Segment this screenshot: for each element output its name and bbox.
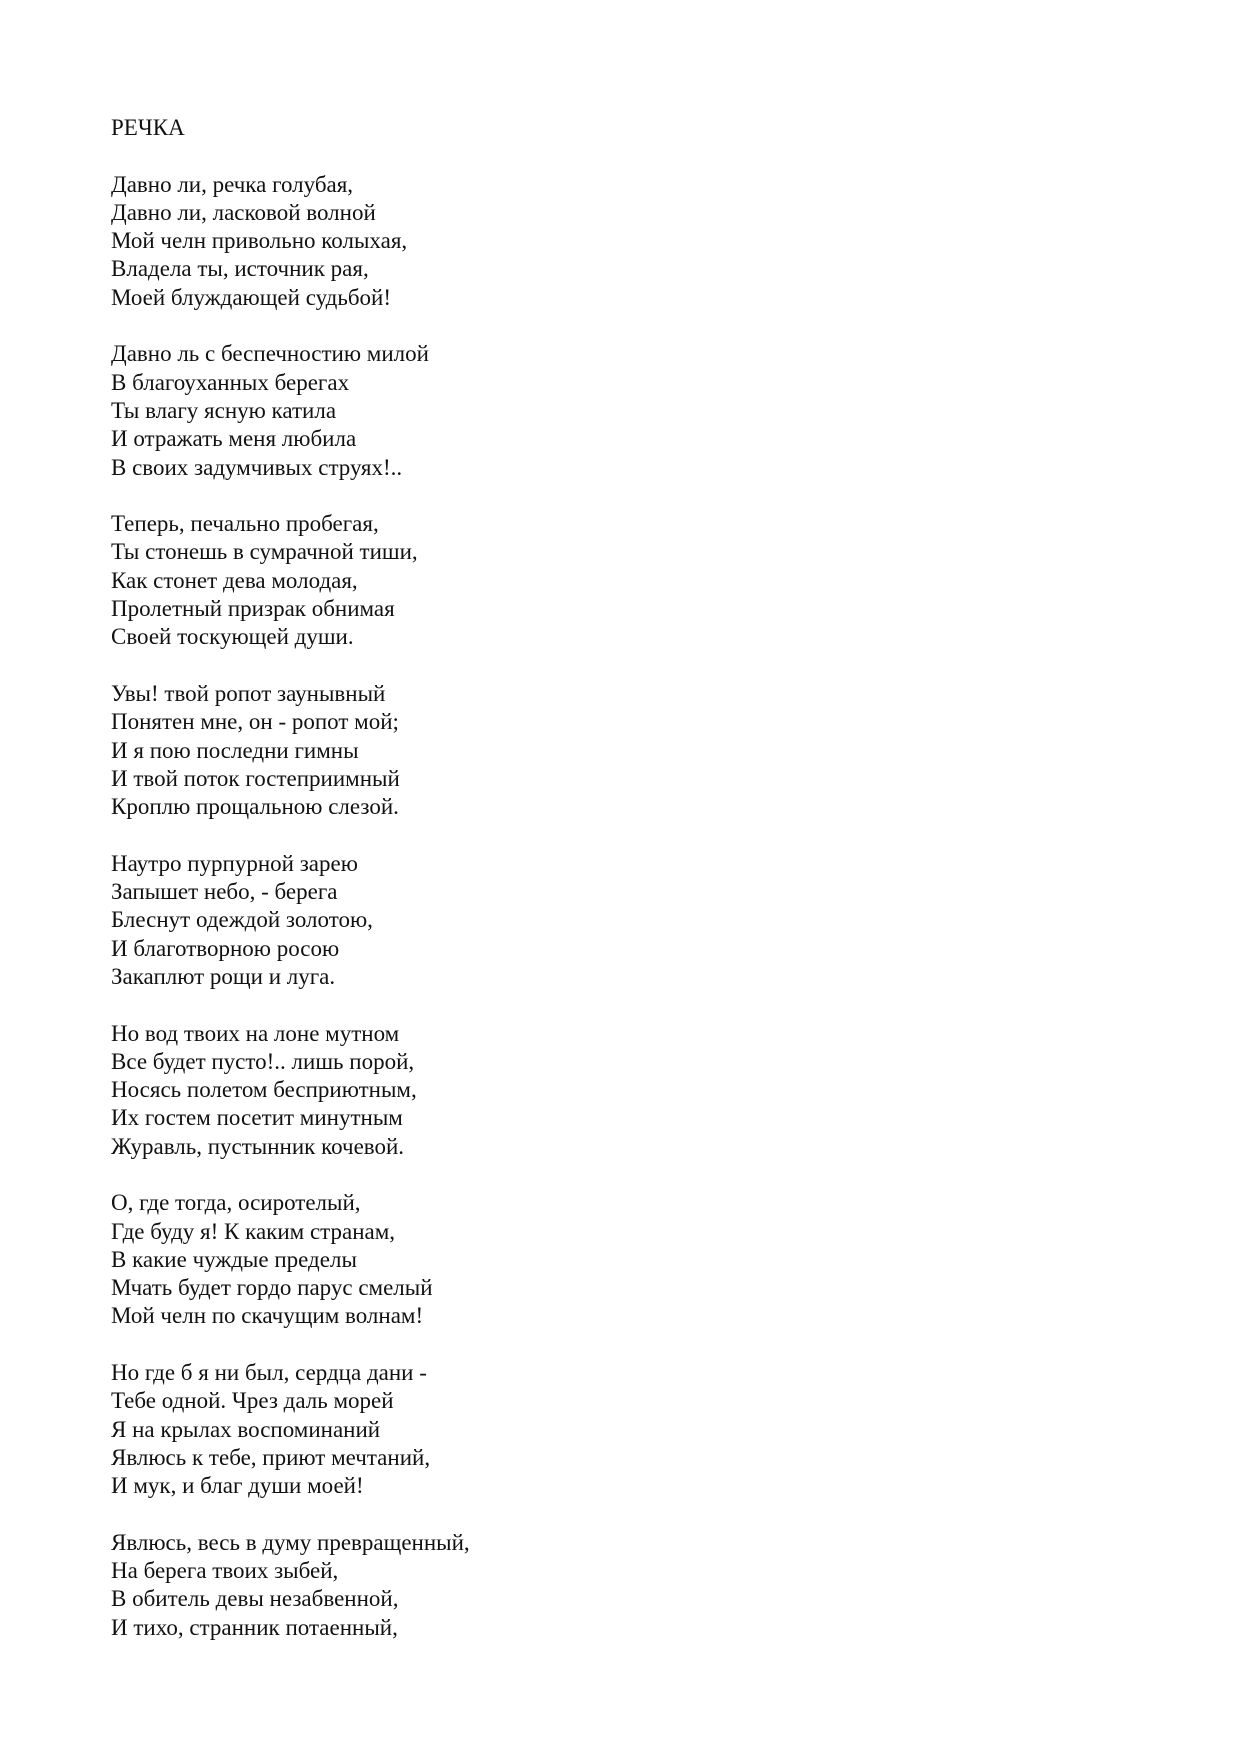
poem-line: Давно ль с беспечностию милой xyxy=(111,341,429,367)
poem-line: Все будет пусто!.. лишь порой, xyxy=(111,1048,415,1074)
poem-line: Я на крылах воспоминаний xyxy=(111,1416,381,1442)
poem-line: На берега твоих зыбей, xyxy=(111,1558,339,1584)
poem-line: Носясь полетом бесприютным, xyxy=(111,1077,417,1103)
poem-body xyxy=(111,171,1011,1642)
stanza xyxy=(111,510,1011,651)
poem-line: В обитель девы незабвенной, xyxy=(111,1586,399,1612)
poem-line: И твой поток гостеприимный xyxy=(111,765,400,791)
poem-line: Тебе одной. Чрез даль морей xyxy=(111,1388,394,1414)
poem-line: И благотворною росою xyxy=(111,935,340,961)
poem-line: Но вод твоих на лоне мутном xyxy=(111,1020,400,1046)
stanza xyxy=(111,1189,1011,1330)
poem-line: В благоуханных берегах xyxy=(111,369,350,395)
poem-line: Ты влагу ясную катила xyxy=(111,397,337,423)
poem-line: И я пою последни гимны xyxy=(111,737,359,763)
poem-line: Наутро пурпурной зарею xyxy=(111,850,358,876)
poem-line: Своей тоскующей души. xyxy=(111,624,354,650)
poem-line: Увы! твой ропот заунывный xyxy=(111,680,386,706)
poem-line: Блеснут одеждой золотою, xyxy=(111,907,373,933)
poem-line: В какие чуждые пределы xyxy=(111,1246,357,1272)
poem-line: Кроплю прощальною слезой. xyxy=(111,794,399,820)
poem-line: Как стонет дева молодая, xyxy=(111,567,358,593)
poem-line: Давно ли, ласковой волной xyxy=(111,199,376,225)
poem-line: Пролетный призрак обнимая xyxy=(111,596,395,622)
poem-title: РЕЧКА xyxy=(111,115,185,140)
poem-line: Ты стонешь в сумрачной тиши, xyxy=(111,539,418,565)
poem-line: Но где б я ни был, сердца дани - xyxy=(111,1360,427,1386)
stanza xyxy=(111,850,1011,991)
poem-line: Закаплют рощи и луга. xyxy=(111,963,336,989)
poem-line: Моей блуждающей судьбой! xyxy=(111,284,392,310)
poem-line: Теперь, печально пробегая, xyxy=(111,511,379,537)
poem-line: Где буду я! К каким странам, xyxy=(111,1218,396,1244)
poem-line: Запышет небо, - берега xyxy=(111,879,338,905)
poem-line: Их гостем посетит минутным xyxy=(111,1105,403,1131)
stanza xyxy=(111,1020,1011,1161)
stanza xyxy=(111,1359,1011,1500)
poem-line: О, где тогда, осиротелый, xyxy=(111,1190,361,1216)
poem-line: Мчать будет гордо парус смелый xyxy=(111,1275,433,1301)
poem-line: Явлюсь к тебе, приют мечтаний, xyxy=(111,1444,431,1470)
poem-line: Мой челн привольно колыхая, xyxy=(111,228,408,254)
poem-line: Явлюсь, весь в думу превращенный, xyxy=(111,1529,470,1555)
stanza xyxy=(111,1529,1011,1642)
poem-line: Понятен мне, он - ропот мой; xyxy=(111,709,399,735)
poem-line: И отражать меня любила xyxy=(111,426,357,452)
stanza xyxy=(111,340,1011,481)
stanza xyxy=(111,171,1011,312)
poem-line: Мой челн по скачущим волнам! xyxy=(111,1303,424,1329)
poem-line: И мук, и благ души моей! xyxy=(111,1473,364,1499)
poem-line: И тихо, странник потаенный, xyxy=(111,1614,398,1640)
poem-line: Журавль, пустынник кочевой. xyxy=(111,1133,405,1159)
poem-text xyxy=(111,114,1011,1642)
poem-line: В своих задумчивых струях!.. xyxy=(111,454,403,480)
poem-line: Владела ты, источник рая, xyxy=(111,256,369,282)
stanza xyxy=(111,680,1011,821)
poem-line: Давно ли, речка голубая, xyxy=(111,171,354,197)
